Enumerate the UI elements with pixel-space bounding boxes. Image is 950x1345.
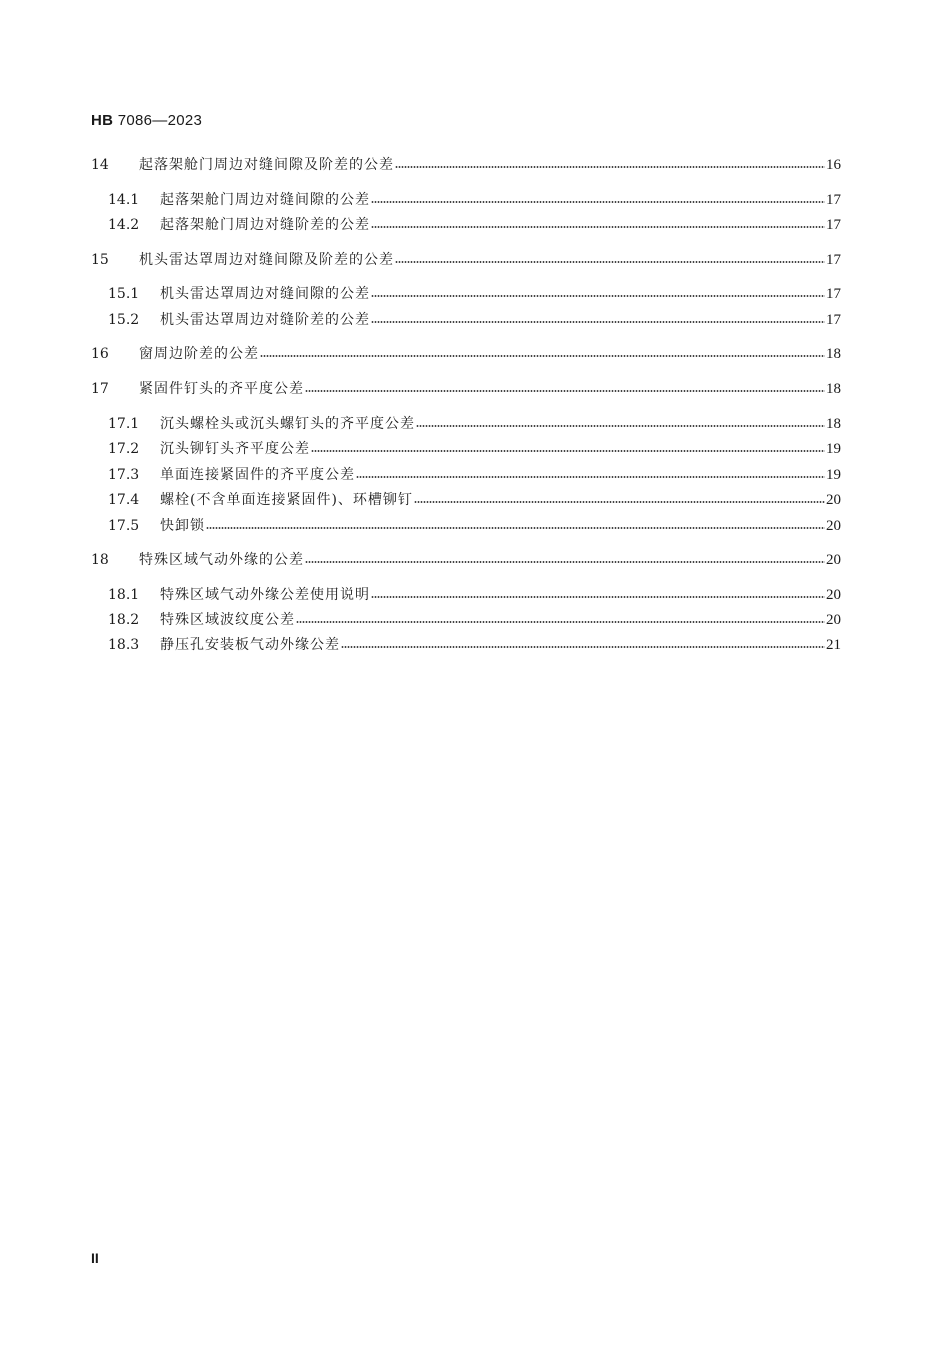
toc-entry-number: 14 <box>91 157 109 173</box>
toc-leader-dots <box>371 226 825 228</box>
toc-entry-number: 14.1 <box>108 192 140 208</box>
toc-entry[interactable] <box>91 413 841 435</box>
toc-entry-page: 21 <box>826 637 841 653</box>
toc-entry-page: 20 <box>826 612 841 628</box>
toc-entry[interactable] <box>91 309 841 331</box>
page-number: II <box>91 1250 99 1266</box>
toc-entry[interactable] <box>91 515 841 537</box>
toc-entry-title: 起落架舱门周边对缝阶差的公差 <box>160 217 370 233</box>
toc-entry[interactable] <box>91 438 841 460</box>
toc-entry-number: 16 <box>91 346 109 362</box>
toc-entry[interactable] <box>91 249 841 271</box>
toc-entry[interactable] <box>91 214 841 236</box>
toc-entry-page: 17 <box>826 252 841 268</box>
toc-entry[interactable] <box>91 343 841 365</box>
table-of-contents <box>91 0 841 700</box>
toc-entry[interactable] <box>91 489 841 511</box>
toc-entry-number: 15.1 <box>108 286 140 302</box>
toc-entry-page: 19 <box>826 467 841 483</box>
toc-entry-number: 17.1 <box>108 416 140 432</box>
toc-entry-page: 17 <box>826 286 841 302</box>
toc-entry[interactable] <box>91 283 841 305</box>
toc-leader-dots <box>395 261 825 263</box>
toc-leader-dots <box>311 450 825 452</box>
toc-leader-dots <box>371 201 825 203</box>
toc-entry-number: 15.2 <box>108 312 140 328</box>
toc-entry-title: 沉头铆钉头齐平度公差 <box>160 441 310 457</box>
toc-entry-title: 机头雷达罩周边对缝阶差的公差 <box>160 312 370 328</box>
toc-entry-title: 螺栓(不含单面连接紧固件)、环槽铆钉 <box>160 492 413 508</box>
toc-entry-title: 起落架舱门周边对缝间隙及阶差的公差 <box>139 157 394 173</box>
toc-entry-page: 20 <box>826 492 841 508</box>
toc-entry-title: 起落架舱门周边对缝间隙的公差 <box>160 192 370 208</box>
toc-entry-page: 17 <box>826 312 841 328</box>
toc-leader-dots <box>260 355 825 357</box>
toc-entry-number: 18 <box>91 552 109 568</box>
toc-leader-dots <box>414 501 825 503</box>
toc-leader-dots <box>371 596 825 598</box>
toc-entry-number: 18.1 <box>108 587 140 603</box>
toc-entry-page: 20 <box>826 552 841 568</box>
toc-entry[interactable] <box>91 549 841 571</box>
toc-entry-number: 17.5 <box>108 518 140 534</box>
toc-entry-page: 17 <box>826 217 841 233</box>
toc-entry-title: 静压孔安装板气动外缘公差 <box>160 637 340 653</box>
toc-entry-number: 17.4 <box>108 492 140 508</box>
toc-entry-title: 特殊区域波纹度公差 <box>160 612 295 628</box>
toc-entry-number: 15 <box>91 252 109 268</box>
toc-entry-page: 17 <box>826 192 841 208</box>
toc-entry-title: 单面连接紧固件的齐平度公差 <box>160 467 355 483</box>
toc-entry[interactable] <box>91 634 841 656</box>
toc-entry[interactable] <box>91 378 841 400</box>
toc-entry-title: 窗周边阶差的公差 <box>139 346 259 362</box>
standard-code: HB <box>91 112 114 129</box>
toc-entry[interactable] <box>91 609 841 631</box>
toc-leader-dots <box>371 295 825 297</box>
toc-entry-number: 17.3 <box>108 467 140 483</box>
toc-entry-title: 特殊区域气动外缘的公差 <box>139 552 304 568</box>
toc-entry-number: 14.2 <box>108 217 140 233</box>
toc-leader-dots <box>356 476 825 478</box>
toc-leader-dots <box>305 561 825 563</box>
toc-entry-number: 18.2 <box>108 612 140 628</box>
toc-entry-title: 特殊区域气动外缘公差使用说明 <box>160 587 370 603</box>
toc-entry-title: 沉头螺栓头或沉头螺钉头的齐平度公差 <box>160 416 415 432</box>
toc-entry-page: 18 <box>826 346 841 362</box>
toc-entry-page: 20 <box>826 587 841 603</box>
toc-entry-title: 机头雷达罩周边对缝间隙的公差 <box>160 286 370 302</box>
toc-entry[interactable] <box>91 464 841 486</box>
toc-entry[interactable] <box>91 154 841 176</box>
toc-entry-title: 快卸锁 <box>160 518 205 534</box>
toc-entry-number: 17.2 <box>108 441 140 457</box>
toc-leader-dots <box>395 166 825 168</box>
toc-leader-dots <box>305 390 825 392</box>
toc-entry-number: 18.3 <box>108 637 140 653</box>
toc-leader-dots <box>416 425 825 427</box>
toc-entry-page: 19 <box>826 441 841 457</box>
toc-leader-dots <box>341 646 825 648</box>
toc-leader-dots <box>371 321 825 323</box>
toc-entry-page: 18 <box>826 416 841 432</box>
toc-entry-page: 18 <box>826 381 841 397</box>
toc-entry-title: 紧固件钉头的齐平度公差 <box>139 381 304 397</box>
toc-entry-number: 17 <box>91 381 109 397</box>
toc-entry[interactable] <box>91 584 841 606</box>
toc-leader-dots <box>206 527 825 529</box>
standard-number: 7086—2023 <box>117 112 203 129</box>
toc-entry-page: 16 <box>826 157 841 173</box>
toc-entry[interactable] <box>91 189 841 211</box>
toc-entry-title: 机头雷达罩周边对缝间隙及阶差的公差 <box>139 252 394 268</box>
toc-entry-page: 20 <box>826 518 841 534</box>
toc-leader-dots <box>296 621 825 623</box>
